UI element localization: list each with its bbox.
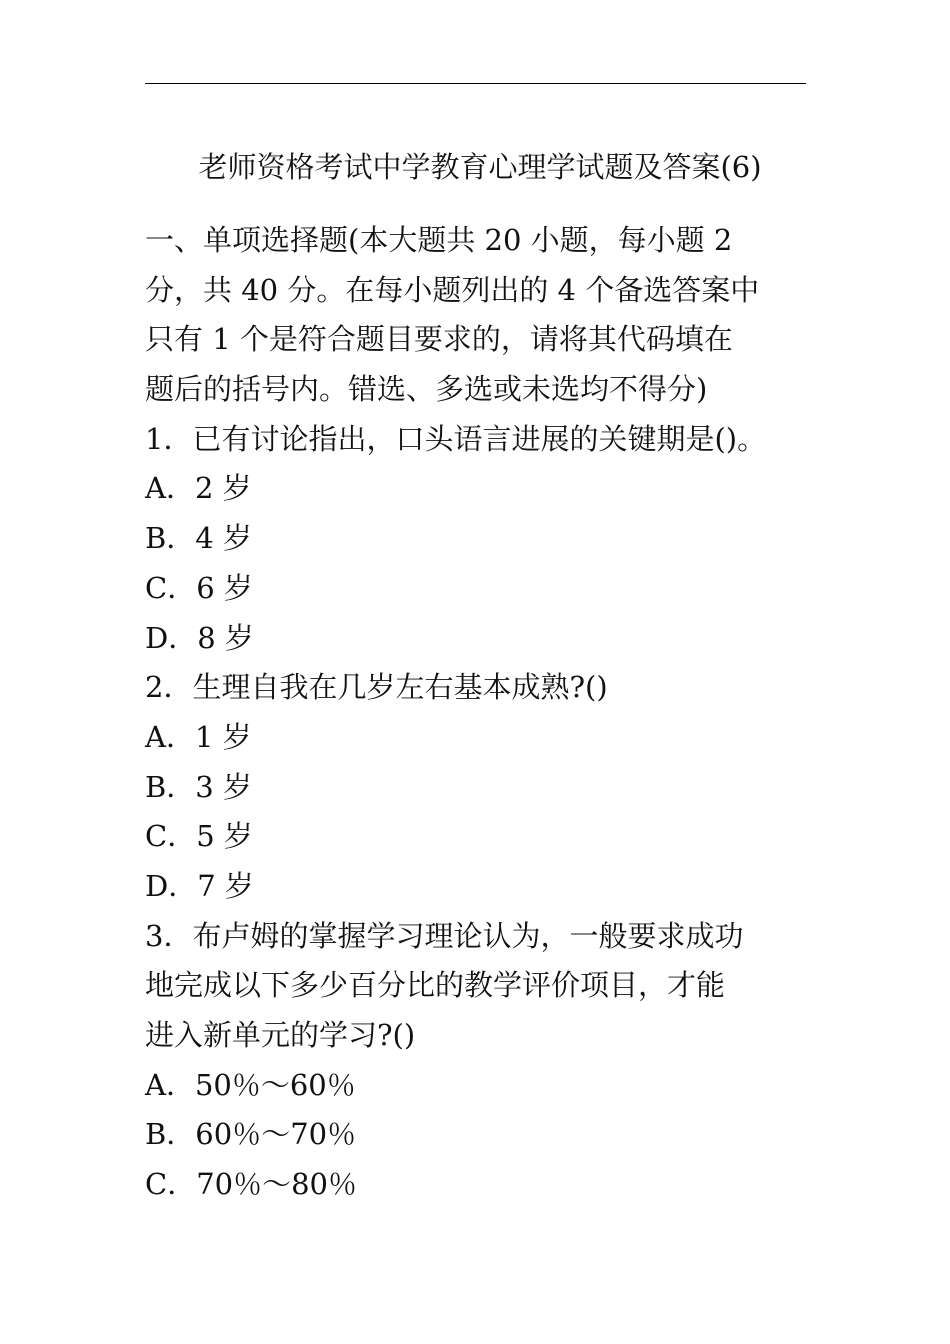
answer-option-c: C．5 岁 [145,819,253,854]
question-stem: 2．生理自我在几岁左右基本成熟?() [145,670,608,705]
question-stem: 进入新单元的学习?() [145,1018,416,1052]
answer-option-d: D．7 岁 [145,868,254,903]
answer-option-a: A．1 岁 [145,719,252,754]
answer-option-a: A．50％～60％ [145,1067,356,1102]
answer-option-b: B．60％～70％ [145,1117,357,1152]
answer-option-c: C．6 岁 [145,570,253,605]
section-heading-line: 只有 1 个是符合题目要求的，请将其代码填在 [145,322,733,357]
section-heading-line: 分，共 40 分。在每小题列出的 4 个备选答案中 [145,272,760,307]
answer-option-b: B．4 岁 [145,521,252,556]
section-heading-line: 题后的括号内。错选、多选或未选均不得分) [145,372,708,407]
header-rule [145,83,806,84]
question-1 [145,415,825,663]
question-2 [145,663,825,911]
answer-option-a: A．2 岁 [145,471,252,506]
question-stem: 3．布卢姆的掌握学习理论认为，一般要求成功 [145,918,744,953]
question-stem: 1．已有讨论指出，口头语言进展的关键期是()。 [145,421,767,456]
question-3 [145,912,825,1210]
section-heading-line: 一、单项选择题(本大题共 20 小题，每小题 2 [145,223,733,257]
answer-option-b: B．3 岁 [145,769,252,804]
answer-option-d: D．8 岁 [145,620,254,655]
document-body [145,216,825,1210]
document-title: 老师资格考试中学教育心理学试题及答案(6) [198,150,762,184]
section-heading [145,216,825,415]
question-stem: 地完成以下多少百分比的教学评价项目，才能 [145,968,726,1003]
answer-option-c: C．70％～80％ [145,1167,357,1202]
